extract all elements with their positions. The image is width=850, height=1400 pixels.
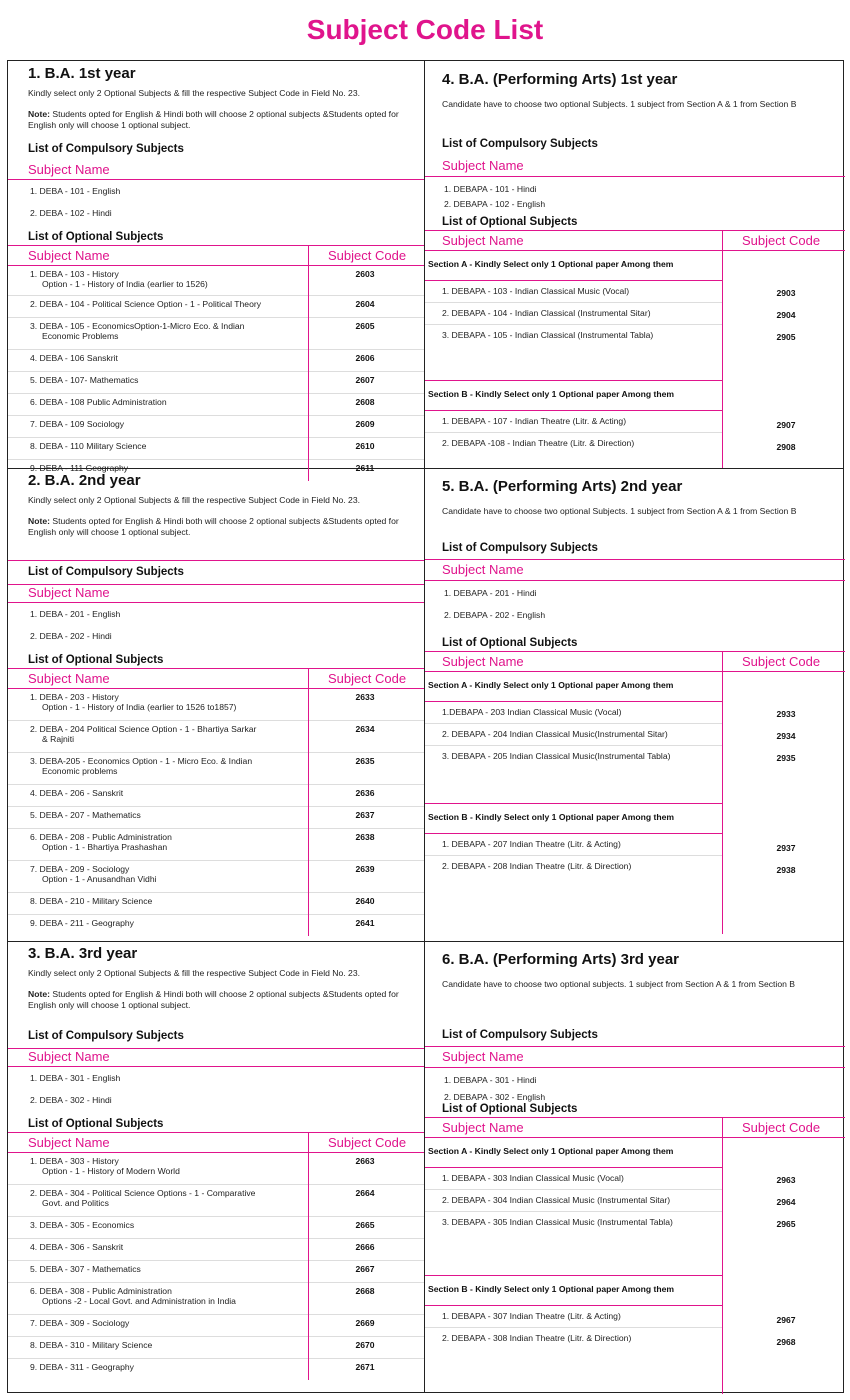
compulsory-subject: 2. DEBAPA - 202 - English <box>444 610 546 620</box>
section-heading: 5. B.A. (Performing Arts) 2nd year <box>442 478 683 495</box>
optional-subject: 8. DEBA - 110 Military Science <box>30 441 147 451</box>
subject-code-frame <box>7 60 844 1393</box>
optional-subject: 8. DEBA - 310 - Military Science <box>30 1340 153 1350</box>
header-rule <box>425 230 845 231</box>
row-rule <box>8 295 424 296</box>
subject-code: 2667 <box>355 1264 375 1274</box>
subject-code: 2640 <box>355 896 375 906</box>
subject-code-header: Subject Code <box>328 671 407 686</box>
row-rule <box>8 860 424 861</box>
section-a-subject: 3. DEBAPA - 305 Indian Classical Music (Instrumental Tabla) <box>442 1217 673 1227</box>
row-rule <box>425 745 722 746</box>
subject-code-header: Subject Code <box>328 248 407 263</box>
section-b-subject: 2. DEBAPA -108 - Indian Theatre (Litr. & Direction) <box>442 438 635 448</box>
optional-subject: 3. DEBA - 105 - EconomicsOption-1-Micro Eco. & Indian <box>30 321 245 331</box>
header-rule <box>8 560 424 561</box>
optional-subject: 8. DEBA - 210 - Military Science <box>30 896 153 906</box>
compulsory-subject: 2. DEBA - 102 - Hindi <box>30 208 112 218</box>
compulsory-subject: 1. DEBA - 101 - English <box>30 186 121 196</box>
row-rule <box>8 828 424 829</box>
compulsory-heading: List of Compulsory Subjects <box>28 566 184 578</box>
header-rule <box>425 1067 845 1068</box>
row-rule <box>8 806 424 807</box>
subject-code: 2903 <box>776 288 796 298</box>
row-rule <box>8 784 424 785</box>
compulsory-heading: List of Compulsory Subjects <box>442 138 598 150</box>
row-rule <box>425 1189 722 1190</box>
section-rule <box>425 1167 722 1168</box>
subject-name-header: Subject Name <box>28 585 110 600</box>
row-rule <box>8 1184 424 1185</box>
subject-name-header: Subject Name <box>28 162 110 177</box>
header-rule <box>8 602 424 603</box>
subject-code-header: Subject Code <box>742 233 821 248</box>
row-rule <box>425 432 722 433</box>
optional-subject: 7. DEBA - 109 Sociology <box>30 419 125 429</box>
section-rule <box>425 1305 722 1306</box>
subject-code: 2607 <box>355 375 375 385</box>
subject-code: 2908 <box>776 442 796 452</box>
section-b-label: Section B - Kindly Select only 1 Optional paper Among them <box>428 1284 675 1294</box>
page-title: Subject Code List <box>306 14 544 45</box>
compulsory-subject: 1. DEBAPA - 201 - Hindi <box>444 588 537 598</box>
section-a-subject: 3. DEBAPA - 205 Indian Classical Music(Instrumental Tabla) <box>442 751 671 761</box>
subject-code: 2638 <box>355 832 375 842</box>
subject-code: 2965 <box>776 1219 796 1229</box>
subject-code: 2636 <box>355 788 375 798</box>
row-rule <box>8 892 424 893</box>
optional-subject: 1. DEBA - 203 - History <box>30 692 119 702</box>
note-text: Students opted for English & Hindi both will choose 2 optional subjects &Students opted for English only will choose 1 optional subject. <box>28 989 399 1010</box>
section-note <box>28 516 413 537</box>
section-intro: Candidate have to choose two optional subjects. 1 subject from Section A & 1 from Section B <box>442 979 796 989</box>
row-rule <box>425 723 722 724</box>
header-rule <box>8 688 424 689</box>
note-label: Note: <box>28 516 50 526</box>
optional-subject: 2. DEBA - 104 - Political Science Option - 1 - Political Theory <box>30 299 262 309</box>
subject-code-header: Subject Code <box>742 1120 821 1135</box>
section-rule <box>425 280 722 281</box>
subject-name-header: Subject Name <box>442 1120 524 1135</box>
optional-subject: 6. DEBA - 108 Public Administration <box>30 397 167 407</box>
section-a-subject: 2. DEBAPA - 104 - Indian Classical (Instrumental Sitar) <box>442 308 651 318</box>
section-a-label: Section A - Kindly Select only 1 Optional paper Among them <box>428 1146 674 1156</box>
note-text: Students opted for English & Hindi both will choose 2 optional subjects &Students opted for English only will choose 1 optional subject. <box>28 516 399 537</box>
subject-code: 2635 <box>355 756 375 766</box>
optional-subject: 4. DEBA - 106 Sanskrit <box>30 353 118 363</box>
code-column-rule <box>308 1132 309 1380</box>
optional-subject: 6. DEBA - 208 - Public Administration <box>30 832 172 842</box>
header-rule <box>425 176 845 177</box>
compulsory-subject: 2. DEBA - 202 - Hindi <box>30 631 112 641</box>
optional-subject: 2. DEBA - 304 - Political Science Options - 1 - Comparative <box>30 1188 256 1198</box>
optional-subject-option: Option - 1 - Anusandhan Vidhi <box>42 874 157 884</box>
subject-code: 2663 <box>355 1156 375 1166</box>
compulsory-subject: 2. DEBA - 302 - Hindi <box>30 1095 112 1105</box>
section-intro: Kindly select only 2 Optional Subjects & fill the respective Subject Code in Field No. 23. <box>28 968 360 978</box>
subject-name-header: Subject Name <box>28 1135 110 1150</box>
header-rule <box>425 580 845 581</box>
optional-subject: 4. DEBA - 206 - Sanskrit <box>30 788 124 798</box>
subject-code: 2611 <box>355 463 375 473</box>
compulsory-heading: List of Compulsory Subjects <box>442 542 598 554</box>
compulsory-heading: List of Compulsory Subjects <box>28 1030 184 1042</box>
row-divider <box>8 941 843 942</box>
optional-subject: 1. DEBA - 103 - History <box>30 269 119 279</box>
section-heading: 4. B.A. (Performing Arts) 1st year <box>442 71 678 88</box>
subject-code: 2637 <box>355 810 375 820</box>
column-divider <box>424 61 425 1392</box>
code-column-rule <box>722 1117 723 1394</box>
compulsory-subject: 2. DEBAPA - 102 - English <box>444 199 546 209</box>
header-rule <box>8 179 424 180</box>
optional-subject-option: Economic problems <box>42 766 118 776</box>
code-column-rule <box>722 651 723 934</box>
subject-code: 2905 <box>776 332 796 342</box>
subject-name-header: Subject Name <box>442 562 524 577</box>
header-rule <box>8 245 424 246</box>
compulsory-subject: 1. DEBAPA - 301 - Hindi <box>444 1075 537 1085</box>
optional-subject: 5. DEBA - 107- Mathematics <box>30 375 139 385</box>
subject-code: 2606 <box>355 353 375 363</box>
code-column-rule <box>308 245 309 481</box>
compulsory-heading: List of Compulsory Subjects <box>28 143 184 155</box>
subject-code: 2604 <box>355 299 375 309</box>
subject-code: 2964 <box>776 1197 796 1207</box>
header-rule <box>8 265 424 266</box>
header-rule <box>425 671 845 672</box>
header-rule <box>8 668 424 669</box>
section-a-subject: 2. DEBAPA - 204 Indian Classical Music(Instrumental Sitar) <box>442 729 668 739</box>
optional-heading: List of Optional Subjects <box>28 1118 164 1130</box>
optional-subject: 6. DEBA - 308 - Public Administration <box>30 1286 172 1296</box>
subject-name-header: Subject Name <box>28 1049 110 1064</box>
row-rule <box>8 1314 424 1315</box>
note-label: Note: <box>28 989 50 999</box>
subject-code: 2935 <box>776 753 796 763</box>
optional-subject: 1. DEBA - 303 - History <box>30 1156 119 1166</box>
row-rule <box>8 415 424 416</box>
subject-name-header: Subject Name <box>28 248 110 263</box>
section-a-subject: 1.DEBAPA - 203 Indian Classical Music (Vocal) <box>442 707 622 717</box>
optional-subject: 7. DEBA - 209 - Sociology <box>30 864 130 874</box>
row-rule <box>425 1211 722 1212</box>
row-rule <box>425 1327 722 1328</box>
row-rule <box>8 371 424 372</box>
subject-code: 2633 <box>355 692 375 702</box>
section-a-subject: 1. DEBAPA - 303 Indian Classical Music (Vocal) <box>442 1173 624 1183</box>
section-note <box>28 109 413 130</box>
subject-name-header: Subject Name <box>442 1049 524 1064</box>
header-rule <box>425 1046 845 1047</box>
optional-heading: List of Optional Subjects <box>442 216 578 228</box>
subject-code: 2605 <box>355 321 375 331</box>
header-rule <box>425 1137 845 1138</box>
subject-code: 2666 <box>355 1242 375 1252</box>
section-rule <box>425 1275 722 1276</box>
subject-code: 2968 <box>776 1337 796 1347</box>
section-intro: Kindly select only 2 Optional Subjects & fill the respective Subject Code in Field No. 23. <box>28 495 360 505</box>
subject-code-header: Subject Code <box>328 1135 407 1150</box>
section-intro: Candidate have to choose two optional Subjects. 1 subject from Section A & 1 from Section B <box>442 506 797 516</box>
subject-code: 2669 <box>355 1318 375 1328</box>
section-a-label: Section A - Kindly Select only 1 Optional paper Among them <box>428 259 674 269</box>
section-b-subject: 1. DEBAPA - 107 - Indian Theatre (Litr. & Acting) <box>442 416 627 426</box>
subject-code: 2963 <box>776 1175 796 1185</box>
optional-subject: 5. DEBA - 307 - Mathematics <box>30 1264 141 1274</box>
subject-code-header: Subject Code <box>742 654 821 669</box>
section-a-label: Section A - Kindly Select only 1 Optional paper Among them <box>428 680 674 690</box>
row-rule <box>8 459 424 460</box>
section-rule <box>425 380 722 381</box>
section-heading: 6. B.A. (Performing Arts) 3rd year <box>442 951 680 968</box>
optional-subject-option: & Rajniti <box>42 734 74 744</box>
row-rule <box>8 1216 424 1217</box>
subject-name-header: Subject Name <box>442 654 524 669</box>
optional-subject: 9. DEBA - 311 - Geography <box>30 1362 134 1372</box>
header-rule <box>8 1152 424 1153</box>
section-b-subject: 2. DEBAPA - 208 Indian Theatre (Litr. & Direction) <box>442 861 632 871</box>
code-column-rule <box>722 230 723 468</box>
section-rule <box>425 410 722 411</box>
section-intro: Kindly select only 2 Optional Subjects & fill the respective Subject Code in Field No. 23. <box>28 88 360 98</box>
section-a-subject: 2. DEBAPA - 304 Indian Classical Music (Instrumental Sitar) <box>442 1195 671 1205</box>
optional-subject: 3. DEBA - 305 - Economics <box>30 1220 135 1230</box>
section-rule <box>425 803 722 804</box>
subject-code: 2639 <box>355 864 375 874</box>
section-rule <box>425 833 722 834</box>
optional-heading: List of Optional Subjects <box>28 654 164 666</box>
optional-heading: List of Optional Subjects <box>442 637 578 649</box>
row-rule <box>8 1358 424 1359</box>
row-rule <box>8 752 424 753</box>
header-rule <box>425 1117 845 1118</box>
section-b-subject: 2. DEBAPA - 308 Indian Theatre (Litr. & Direction) <box>442 1333 632 1343</box>
subject-name-header: Subject Name <box>28 671 110 686</box>
row-rule <box>425 302 722 303</box>
row-rule <box>8 720 424 721</box>
subject-code: 2904 <box>776 310 796 320</box>
row-rule <box>8 1260 424 1261</box>
subject-code: 2665 <box>355 1220 375 1230</box>
optional-subject: 3. DEBA-205 - Economics Option - 1 - Micro Eco. & Indian <box>30 756 253 766</box>
optional-subject-option: Option - 1 - History of Modern World <box>42 1166 180 1176</box>
row-rule <box>8 317 424 318</box>
optional-subject: 4. DEBA - 306 - Sanskrit <box>30 1242 124 1252</box>
subject-code: 2967 <box>776 1315 796 1325</box>
subject-name-header: Subject Name <box>442 158 524 173</box>
section-b-subject: 1. DEBAPA - 207 Indian Theatre (Litr. & Acting) <box>442 839 621 849</box>
subject-code: 2634 <box>355 724 375 734</box>
optional-subject-option: Option - 1 - Bhartiya Prashashan <box>42 842 168 852</box>
subject-code: 2603 <box>355 269 375 279</box>
compulsory-heading: List of Compulsory Subjects <box>442 1029 598 1041</box>
row-rule <box>8 1238 424 1239</box>
section-a-subject: 1. DEBAPA - 103 - Indian Classical Music (Vocal) <box>442 286 630 296</box>
compulsory-subject: 1. DEBAPA - 101 - Hindi <box>444 184 537 194</box>
optional-subject: 5. DEBA - 207 - Mathematics <box>30 810 141 820</box>
optional-subject: 9. DEBA - 111 Geography <box>30 463 129 473</box>
section-heading: 2. B.A. 2nd year <box>28 472 141 489</box>
optional-heading: List of Optional Subjects <box>442 1103 578 1115</box>
header-rule <box>8 1132 424 1133</box>
optional-subject: 7. DEBA - 309 - Sociology <box>30 1318 130 1328</box>
compulsory-subject: 2. DEBAPA - 302 - English <box>444 1092 546 1102</box>
note-label: Note: <box>28 109 50 119</box>
optional-subject-option: Economic Problems <box>42 331 119 341</box>
section-a-subject: 3. DEBAPA - 105 - Indian Classical (Instrumental Tabla) <box>442 330 654 340</box>
optional-subject-option: Options -2 - Local Govt. and Administration in India <box>42 1296 236 1306</box>
subject-code: 2609 <box>355 419 375 429</box>
optional-subject: 9. DEBA - 211 - Geography <box>30 918 134 928</box>
row-rule <box>8 1282 424 1283</box>
optional-subject-option: Govt. and Politics <box>42 1198 109 1208</box>
section-b-label: Section B - Kindly Select only 1 Optional paper Among them <box>428 812 675 822</box>
subject-code: 2671 <box>355 1362 375 1372</box>
subject-code: 2938 <box>776 865 796 875</box>
row-rule <box>8 914 424 915</box>
subject-name-header: Subject Name <box>442 233 524 248</box>
subject-code: 2670 <box>355 1340 375 1350</box>
section-heading: 3. B.A. 3rd year <box>28 945 138 962</box>
optional-subject: 2. DEBA - 204 Political Science Option - 1 - Bhartiya Sarkar <box>30 724 257 734</box>
optional-heading: List of Optional Subjects <box>28 231 164 243</box>
header-rule <box>425 250 845 251</box>
section-intro: Candidate have to choose two optional Subjects. 1 subject from Section A & 1 from Section B <box>442 99 797 109</box>
subject-code: 2668 <box>355 1286 375 1296</box>
subject-code: 2608 <box>355 397 375 407</box>
subject-code: 2610 <box>355 441 375 451</box>
code-column-rule <box>308 668 309 936</box>
header-rule <box>8 1066 424 1067</box>
subject-code: 2937 <box>776 843 796 853</box>
row-rule <box>425 855 722 856</box>
subject-code: 2641 <box>355 918 375 928</box>
compulsory-subject: 1. DEBA - 201 - English <box>30 609 121 619</box>
section-b-label: Section B - Kindly Select only 1 Optional paper Among them <box>428 389 675 399</box>
row-rule <box>8 1336 424 1337</box>
section-heading: 1. B.A. 1st year <box>28 65 136 82</box>
subject-code: 2907 <box>776 420 796 430</box>
row-rule <box>8 393 424 394</box>
section-b-subject: 1. DEBAPA - 307 Indian Theatre (Litr. & Acting) <box>442 1311 621 1321</box>
row-rule <box>8 437 424 438</box>
row-rule <box>8 349 424 350</box>
compulsory-subject: 1. DEBA - 301 - English <box>30 1073 121 1083</box>
subject-code: 2934 <box>776 731 796 741</box>
optional-subject-option: Option - 1 - History of India (earlier to 1526 to1857) <box>42 702 237 712</box>
note-text: Students opted for English & Hindi both will choose 2 optional subjects &Students opted for English only will choose 1 optional subject. <box>28 109 399 130</box>
section-note <box>28 989 413 1010</box>
subject-code: 2933 <box>776 709 796 719</box>
header-rule <box>425 651 845 652</box>
section-rule <box>425 701 722 702</box>
subject-code: 2664 <box>355 1188 375 1198</box>
row-rule <box>425 324 722 325</box>
optional-subject-option: Option - 1 - History of India (earlier to 1526) <box>42 279 208 289</box>
header-rule <box>425 559 845 560</box>
